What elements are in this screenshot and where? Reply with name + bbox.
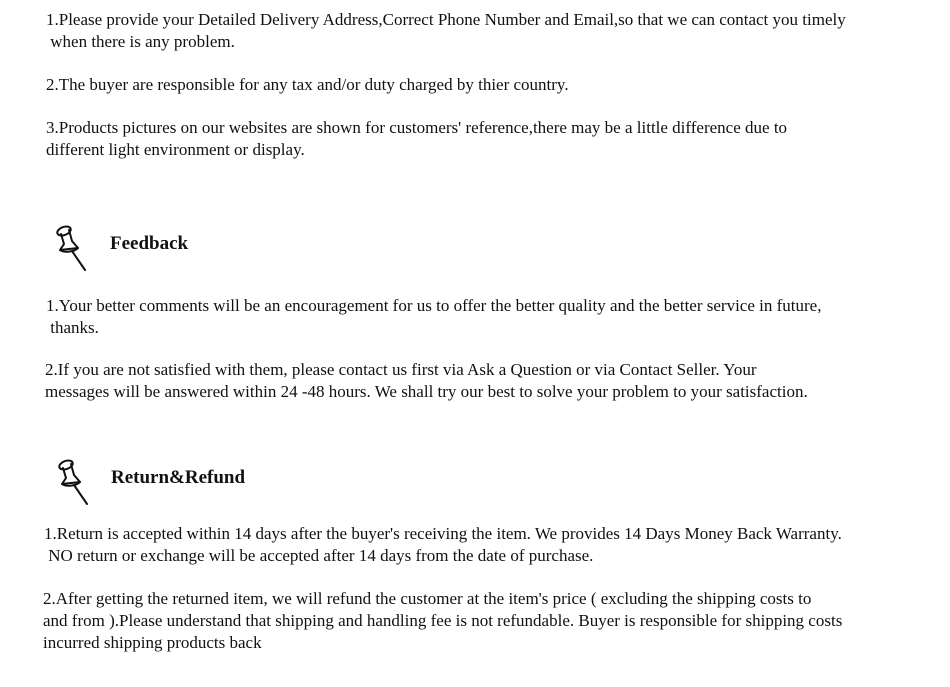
text-line: 1.Return is accepted within 14 days after the buyer's receiving the item. We provides 14 Days Money Back Warranty.: [44, 524, 842, 543]
intro-paragraph-2: [46, 74, 569, 96]
feedback-paragraph-1: [46, 295, 821, 339]
text-line: messages will be answered within 24 -48 hours. We shall try our best to solve your problem to your satisfaction.: [45, 382, 808, 401]
return-paragraph-1: [44, 523, 842, 567]
text-line: and from ).Please understand that shipping and handling fee is not refundable. Buyer is responsible for shipping costs: [43, 611, 843, 630]
intro-paragraph-1: [46, 9, 846, 53]
feedback-paragraph-2: [45, 359, 808, 403]
text-line: 1.Please provide your Detailed Delivery Address,Correct Phone Number and Email,so that we can contact you timely: [46, 10, 846, 29]
pushpin-icon: [54, 456, 94, 506]
return-paragraph-2: [43, 588, 842, 654]
return-refund-heading: Return&Refund: [111, 467, 246, 488]
text-line: 2.If you are not satisfied with them, please contact us first via Ask a Question or via Contact Seller. Your: [45, 360, 757, 379]
intro-paragraph-3: [46, 117, 787, 161]
text-line: thanks.: [46, 318, 99, 337]
text-line: NO return or exchange will be accepted after 14 days from the date of purchase.: [44, 546, 594, 565]
text-line: when there is any problem.: [46, 32, 235, 51]
text-line: different light environment or display.: [46, 140, 305, 159]
text-line: 1.Your better comments will be an encouragement for us to offer the better quality and the better service in future,: [46, 296, 822, 315]
pushpin-icon: [52, 222, 92, 272]
text-line: 2.The buyer are responsible for any tax and/or duty charged by thier country.: [46, 75, 569, 94]
text-line: 3.Products pictures on our websites are shown for customers' reference,there may be a little difference due to: [46, 118, 788, 137]
feedback-heading: Feedback: [110, 233, 189, 254]
text-line: incurred shipping products back: [43, 633, 262, 652]
text-line: 2.After getting the returned item, we will refund the customer at the item's price ( excluding the shipping costs to: [43, 589, 812, 608]
